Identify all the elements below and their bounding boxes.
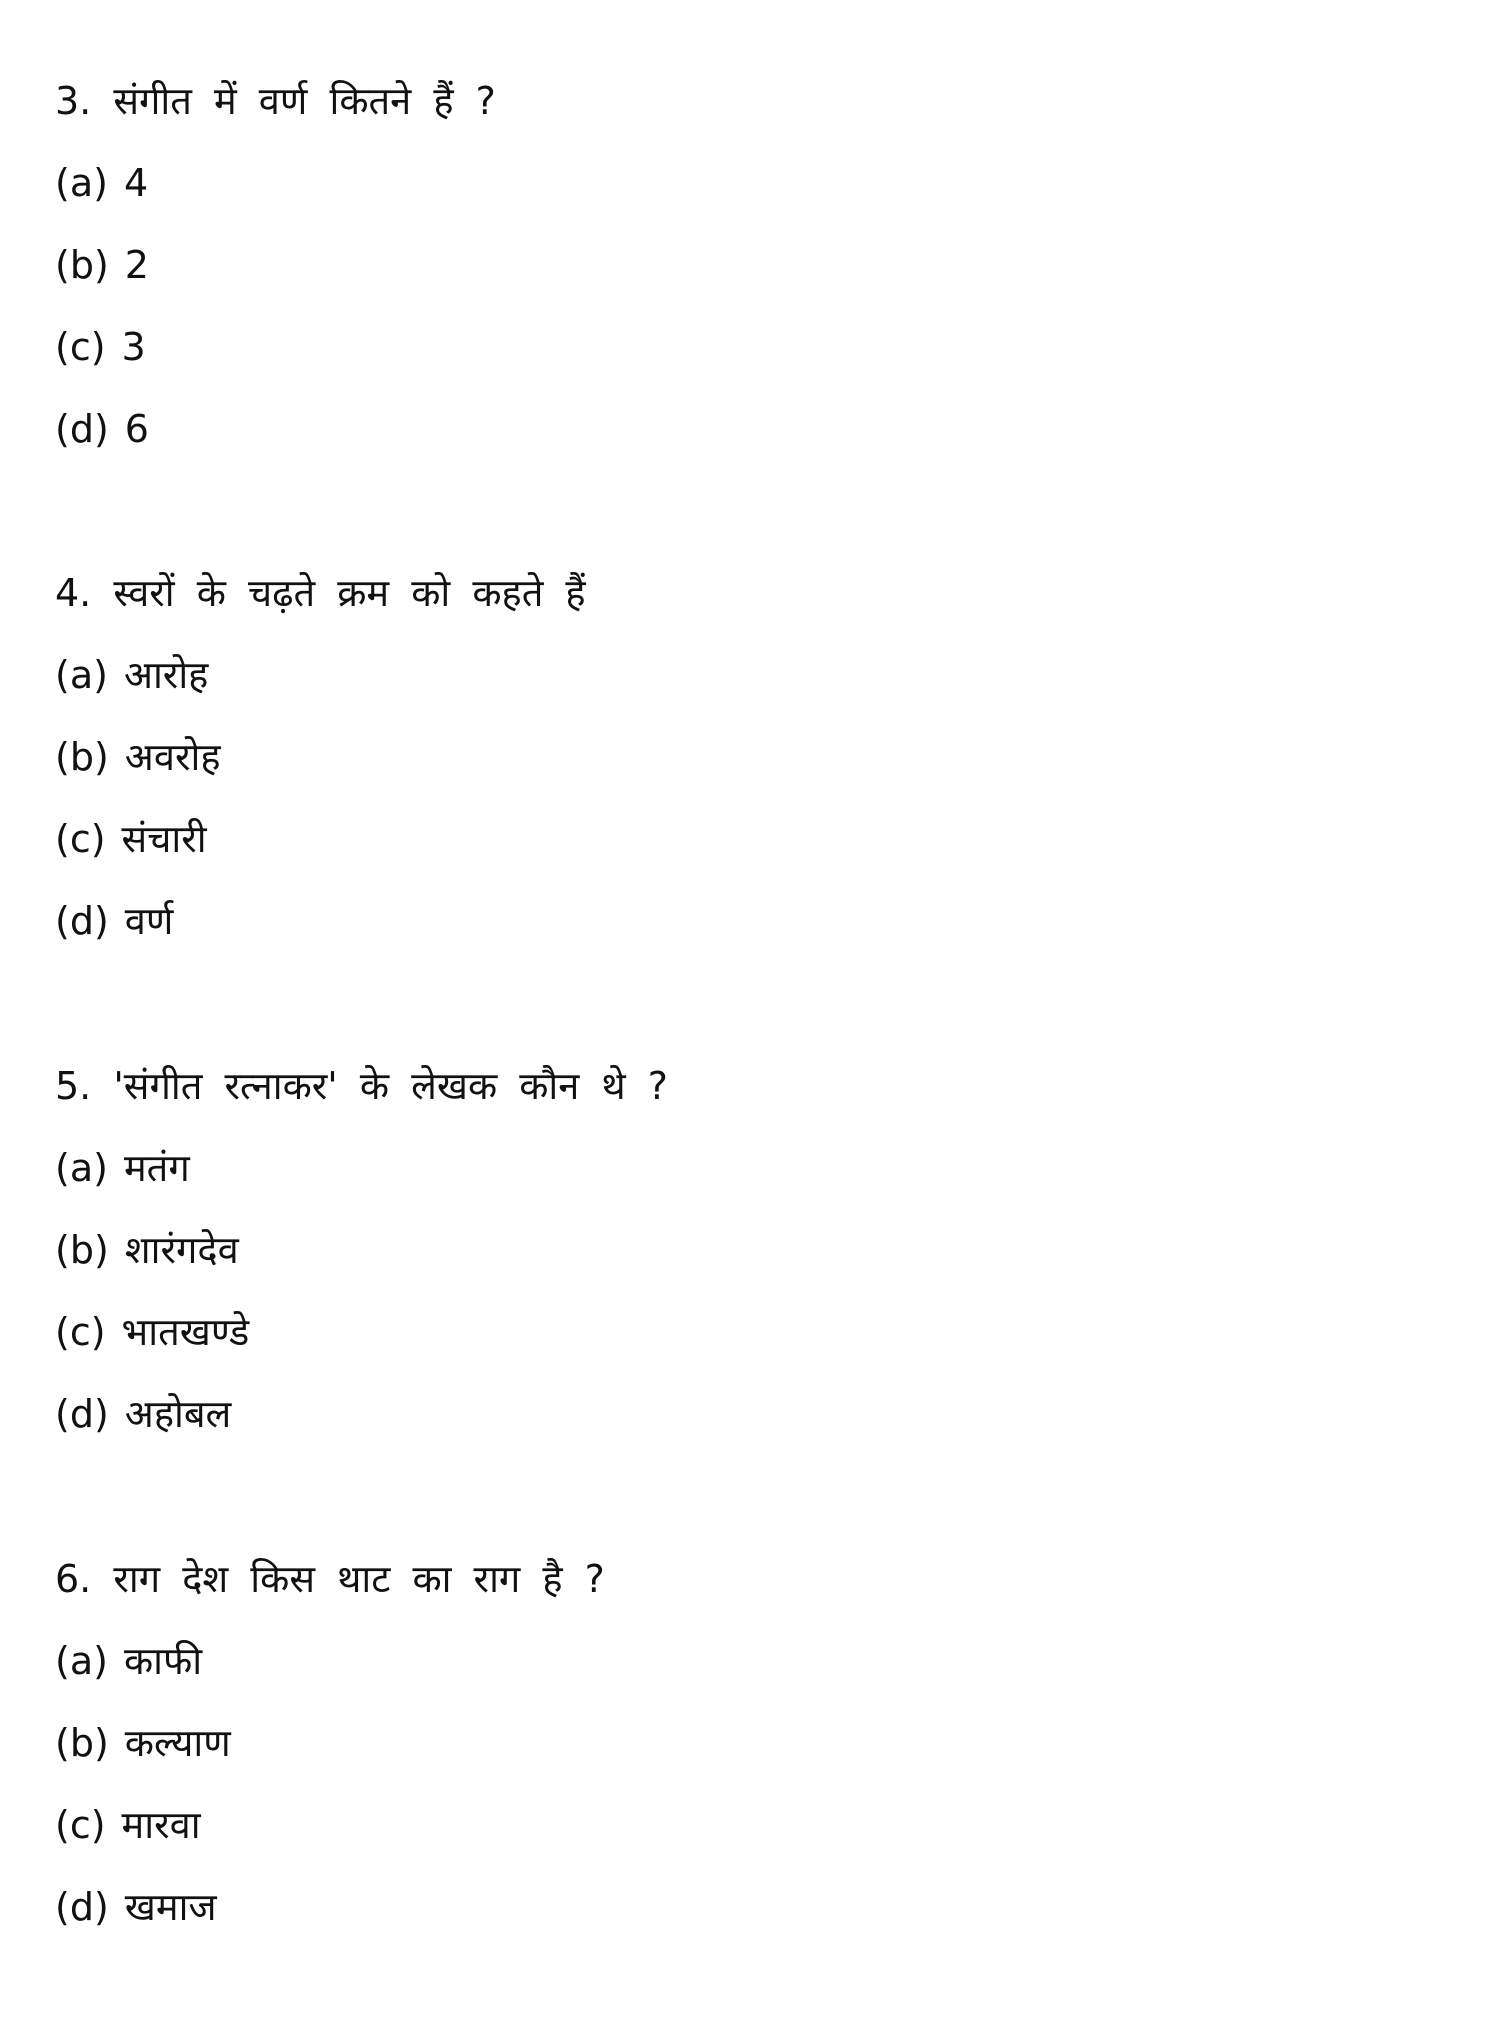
option-a (55, 142, 1455, 224)
option-text: 4 (123, 161, 149, 205)
question-5 (55, 1045, 1455, 1455)
option-a (55, 634, 1455, 716)
question-text: 4. स्वरों के चढ़ते क्रम को कहते हैं (55, 571, 586, 615)
option-a (55, 1127, 1455, 1209)
question-text: 6. राग देश किस थाट का राग है ? (55, 1557, 605, 1601)
option-text: भातखण्डे (121, 1310, 250, 1354)
option-letter: (b) (55, 1228, 109, 1272)
option-text: 6 (124, 407, 149, 451)
option-c (55, 798, 1455, 880)
option-c (55, 1784, 1455, 1866)
option-letter: (c) (55, 1310, 106, 1354)
option-d (55, 388, 1455, 470)
option-letter: (a) (55, 653, 108, 697)
option-text: खमाज (124, 1885, 217, 1929)
option-c (55, 306, 1455, 388)
option-text: काफी (123, 1639, 203, 1683)
option-d (55, 880, 1455, 962)
question-text: 3. संगीत में वर्ण कितने हैं ? (55, 79, 496, 123)
option-d (55, 1866, 1455, 1948)
option-text: 3 (121, 325, 146, 369)
option-text: शारंगदेव (124, 1228, 239, 1272)
option-letter: (b) (55, 243, 109, 287)
option-c (55, 1291, 1455, 1373)
option-letter: (d) (55, 1392, 109, 1436)
option-letter: (c) (55, 817, 106, 861)
option-text: मतंग (123, 1146, 190, 1190)
option-text: कल्याण (124, 1721, 231, 1765)
question-4 (55, 552, 1455, 962)
option-text: आरोह (123, 653, 209, 697)
option-letter: (c) (55, 325, 106, 369)
option-text: मारवा (121, 1803, 201, 1847)
option-a (55, 1620, 1455, 1702)
option-d (55, 1373, 1455, 1455)
option-letter: (d) (55, 1885, 109, 1929)
question-text: 5. 'संगीत रत्नाकर' के लेखक कौन थे ? (55, 1064, 668, 1108)
option-text: अहोबल (124, 1392, 232, 1436)
option-b (55, 716, 1455, 798)
option-letter: (b) (55, 735, 109, 779)
question-3 (55, 60, 1455, 470)
option-b (55, 1209, 1455, 1291)
option-letter: (a) (55, 1639, 108, 1683)
option-letter: (a) (55, 161, 108, 205)
question-6 (55, 1538, 1455, 1948)
option-text: वर्ण (124, 899, 174, 943)
option-letter: (b) (55, 1721, 109, 1765)
option-letter: (d) (55, 899, 109, 943)
option-b (55, 1702, 1455, 1784)
option-text: संचारी (121, 817, 207, 861)
option-letter: (c) (55, 1803, 106, 1847)
option-b (55, 224, 1455, 306)
option-text: 2 (124, 243, 149, 287)
option-letter: (d) (55, 407, 109, 451)
option-letter: (a) (55, 1146, 108, 1190)
option-text: अवरोह (124, 735, 221, 779)
